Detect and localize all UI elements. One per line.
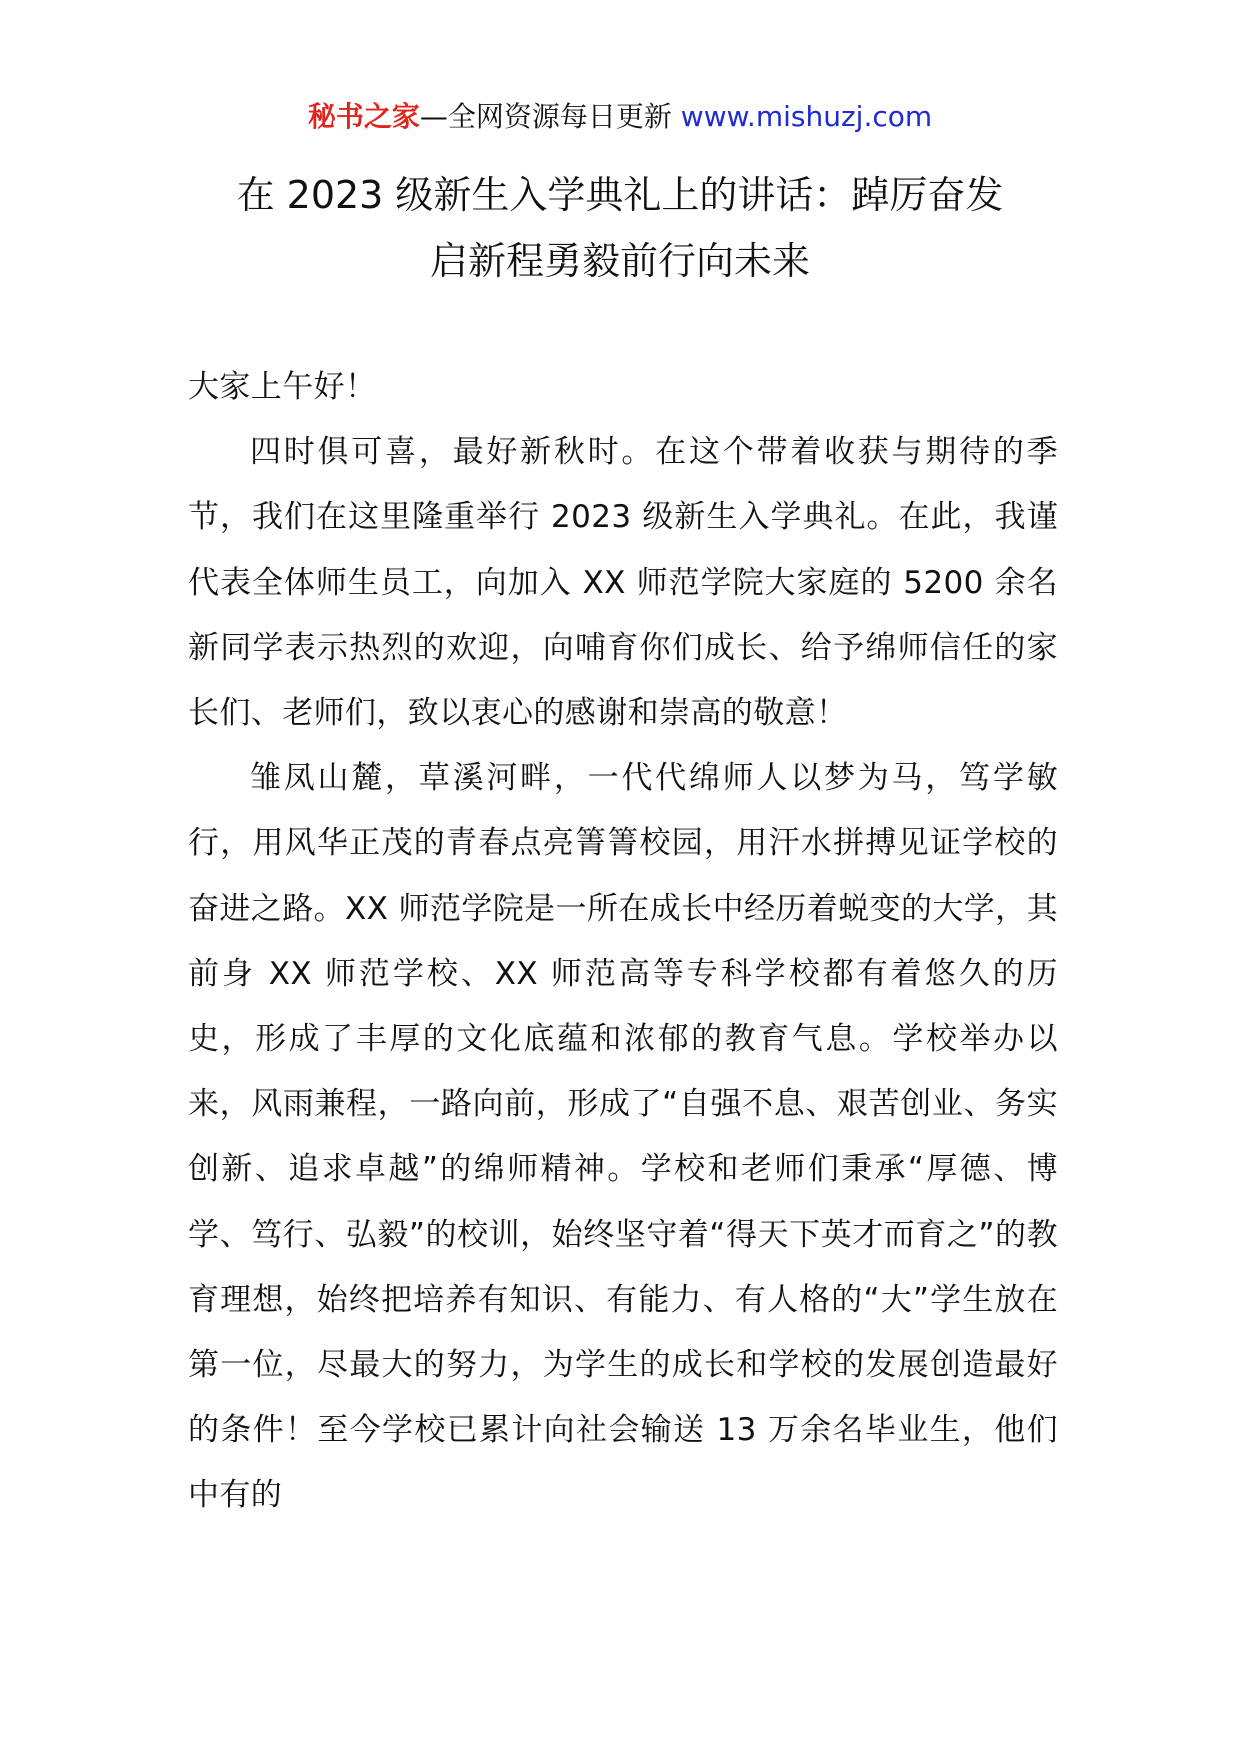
greeting-paragraph: 大家上午好！	[188, 369, 377, 405]
document-title	[140, 162, 1100, 294]
document-body	[188, 355, 1058, 1529]
title-line-1: 在 2023 级新生入学典礼上的讲话：踔厉奋发	[236, 173, 1004, 217]
site-url-link[interactable]: www.mishuzj.com	[680, 100, 933, 133]
site-header	[0, 97, 1240, 137]
body-paragraph-2: 雏凤山麓，草溪河畔，一代代绵师人以梦为马，笃学敏行，用风华正茂的青春点亮箐箐校园，用汗水拼搏见证学校的奋进之路。XX 师范学院是一所在成长中经历着蜕变的大学，其前身 XX 师范学校、XX 师范高等专科学校都有着悠久的历史，形成了丰厚的文化底蕴和浓郁的教育气息。学校举办以来，风雨兼程，一路向前，形成了“自强不息、艰苦创业、务实创新、追求卓越”的绵师精神。学校和老师们秉承“厚德、博学、笃行、弘毅”的校训，始终坚守着“得天下英才而育之”的教育理想，始终把培养有知识、有能力、有人格的“大”学生放在第一位，尽最大的努力，为学生的成长和学校的发展创造最好的条件！至今学校已累计向社会输送 13 万余名毕业生，他们中有的	[188, 760, 1058, 1514]
body-paragraph-1: 四时俱可喜，最好新秋时。在这个带着收获与期待的季节，我们在这里隆重举行 2023 级新生入学典礼。在此，我谨代表全体师生员工，向加入 XX 师范学院大家庭的 5200 余名新同学表示热烈的欢迎，向哺育你们成长、给予绵师信任的家长们、老师们，致以衷心的感谢和崇高的敬意！	[188, 434, 1058, 732]
title-line-2: 启新程勇毅前行向未来	[429, 239, 810, 283]
site-brand: 秘书之家	[307, 100, 420, 133]
site-tagline: —全网资源每日更新	[419, 100, 672, 133]
